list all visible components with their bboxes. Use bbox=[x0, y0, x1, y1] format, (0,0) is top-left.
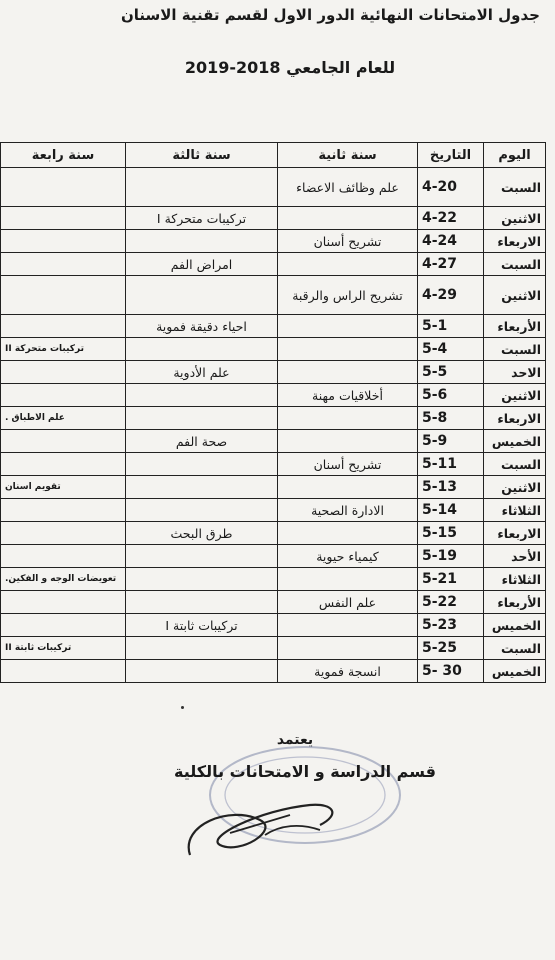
table-row bbox=[1, 568, 546, 591]
year2-cell: تشريح أسنان bbox=[278, 230, 418, 253]
year3-cell: علم الأدوية bbox=[126, 361, 278, 384]
year4-cell bbox=[1, 384, 126, 407]
date-cell: 4-27 bbox=[418, 253, 484, 276]
year2-cell bbox=[278, 430, 418, 453]
day-cell: الاثنين bbox=[484, 207, 546, 230]
year2-cell: كيمياء حيوية bbox=[278, 545, 418, 568]
day-cell: الاثنين bbox=[484, 384, 546, 407]
table-row bbox=[1, 315, 546, 338]
year2-cell bbox=[278, 338, 418, 361]
year3-cell: طرق البحث bbox=[126, 522, 278, 545]
year2-cell bbox=[278, 614, 418, 637]
table-row bbox=[1, 591, 546, 614]
year2-cell bbox=[278, 637, 418, 660]
year2-cell bbox=[278, 407, 418, 430]
year3-cell bbox=[126, 338, 278, 361]
year4-cell bbox=[1, 430, 126, 453]
day-cell: السبت bbox=[484, 168, 546, 207]
year2-cell bbox=[278, 568, 418, 591]
day-cell: الثلاثاء bbox=[484, 499, 546, 522]
header-year3: سنة ثالثة bbox=[126, 143, 278, 168]
table-row bbox=[1, 407, 546, 430]
year3-cell bbox=[126, 276, 278, 315]
table-row bbox=[1, 253, 546, 276]
date-cell: 4-29 bbox=[418, 276, 484, 315]
year3-cell bbox=[126, 476, 278, 499]
date-cell: 5-4 bbox=[418, 338, 484, 361]
year2-cell bbox=[278, 476, 418, 499]
page-title: جدول الامتحانات النهائية الدور الاول لقسم تقنية الاسنان bbox=[120, 6, 540, 24]
year4-cell: تركيبات ثابتة II bbox=[1, 637, 126, 660]
year4-cell bbox=[1, 614, 126, 637]
table-row bbox=[1, 453, 546, 476]
table-row bbox=[1, 168, 546, 207]
day-cell: الاربعاء bbox=[484, 230, 546, 253]
schedule-table bbox=[0, 142, 546, 683]
day-cell: السبت bbox=[484, 338, 546, 361]
year4-cell bbox=[1, 453, 126, 476]
day-cell: الأحد bbox=[484, 545, 546, 568]
year3-cell bbox=[126, 168, 278, 207]
day-cell: الثلاثاء bbox=[484, 568, 546, 591]
date-cell: 5-22 bbox=[418, 591, 484, 614]
year2-cell: أخلاقيات مهنة bbox=[278, 384, 418, 407]
year3-cell bbox=[126, 230, 278, 253]
year2-cell bbox=[278, 361, 418, 384]
year2-cell: علم النفس bbox=[278, 591, 418, 614]
table-row bbox=[1, 476, 546, 499]
day-cell: السبت bbox=[484, 453, 546, 476]
year4-cell bbox=[1, 660, 126, 683]
table-row bbox=[1, 361, 546, 384]
header-year2: سنة ثانية bbox=[278, 143, 418, 168]
year4-cell: تعويضات الوجه و الفكين. bbox=[1, 568, 126, 591]
day-cell: الاثنين bbox=[484, 276, 546, 315]
approval-label: يعتمد bbox=[276, 732, 314, 748]
table-row bbox=[1, 338, 546, 361]
date-cell: 5-23 bbox=[418, 614, 484, 637]
year4-cell bbox=[1, 168, 126, 207]
table-row bbox=[1, 230, 546, 253]
header-row bbox=[1, 143, 546, 168]
year4-cell bbox=[1, 276, 126, 315]
year2-cell: انسجة فموية bbox=[278, 660, 418, 683]
department-name: قسم الدراسة و الامتحانات بالكلية bbox=[174, 762, 436, 781]
year4-cell: تقويم اسنان bbox=[1, 476, 126, 499]
date-cell: 5-13 bbox=[418, 476, 484, 499]
year3-cell bbox=[126, 453, 278, 476]
date-cell: 5-14 bbox=[418, 499, 484, 522]
year3-cell bbox=[126, 499, 278, 522]
year3-cell bbox=[126, 384, 278, 407]
year2-cell bbox=[278, 315, 418, 338]
year4-cell bbox=[1, 253, 126, 276]
date-cell: 4-20 bbox=[418, 168, 484, 207]
academic-year: للعام الجامعي 2018-2019 bbox=[184, 58, 396, 77]
year3-cell bbox=[126, 660, 278, 683]
year4-cell: علم الاطباق . bbox=[1, 407, 126, 430]
table-row bbox=[1, 499, 546, 522]
date-cell: 5-1 bbox=[418, 315, 484, 338]
date-cell: 5-25 bbox=[418, 637, 484, 660]
date-cell: 5-5 bbox=[418, 361, 484, 384]
day-cell: الأربعاء bbox=[484, 315, 546, 338]
year2-cell: علم وظائف الاعضاء bbox=[278, 168, 418, 207]
day-cell: الاثنين bbox=[484, 476, 546, 499]
year2-cell bbox=[278, 522, 418, 545]
header-day: اليوم bbox=[484, 143, 546, 168]
date-cell: 5-6 bbox=[418, 384, 484, 407]
date-cell: 5-11 bbox=[418, 453, 484, 476]
date-cell: 5-15 bbox=[418, 522, 484, 545]
year3-cell: تركيبات متحركة I bbox=[126, 207, 278, 230]
year3-cell: امراض الفم bbox=[126, 253, 278, 276]
signature bbox=[170, 785, 350, 875]
date-cell: 5-9 bbox=[418, 430, 484, 453]
date-cell: 5-8 bbox=[418, 407, 484, 430]
day-cell: السبت bbox=[484, 637, 546, 660]
header-date: التاريخ bbox=[418, 143, 484, 168]
year4-cell bbox=[1, 207, 126, 230]
table-row bbox=[1, 522, 546, 545]
day-cell: الخميس bbox=[484, 430, 546, 453]
year3-cell bbox=[126, 591, 278, 614]
year4-cell bbox=[1, 315, 126, 338]
header-year4: سنة رابعة bbox=[1, 143, 126, 168]
day-cell: الاربعاء bbox=[484, 522, 546, 545]
date-cell: 5-21 bbox=[418, 568, 484, 591]
year2-cell: تشريح الراس والرقبة bbox=[278, 276, 418, 315]
day-cell: الأربعاء bbox=[484, 591, 546, 614]
table-row bbox=[1, 637, 546, 660]
year4-cell bbox=[1, 361, 126, 384]
year3-cell: صحة الفم bbox=[126, 430, 278, 453]
year3-cell bbox=[126, 407, 278, 430]
schedule-body bbox=[1, 168, 546, 683]
table-row bbox=[1, 207, 546, 230]
day-cell: الاربعاء bbox=[484, 407, 546, 430]
year3-cell bbox=[126, 568, 278, 591]
ink-dot bbox=[181, 706, 184, 709]
date-cell: 4-24 bbox=[418, 230, 484, 253]
date-cell: 5-19 bbox=[418, 545, 484, 568]
year4-cell bbox=[1, 522, 126, 545]
date-cell: 5- 30 bbox=[418, 660, 484, 683]
day-cell: الخميس bbox=[484, 660, 546, 683]
year3-cell bbox=[126, 545, 278, 568]
year4-cell bbox=[1, 230, 126, 253]
day-cell: الخميس bbox=[484, 614, 546, 637]
year3-cell: تركيبات ثابتة I bbox=[126, 614, 278, 637]
table-row bbox=[1, 430, 546, 453]
year4-cell bbox=[1, 591, 126, 614]
year2-cell: تشريح أسنان bbox=[278, 453, 418, 476]
table-row bbox=[1, 614, 546, 637]
year2-cell bbox=[278, 253, 418, 276]
day-cell: الاحد bbox=[484, 361, 546, 384]
year3-cell bbox=[126, 637, 278, 660]
year4-cell: تركيبات متحركة II bbox=[1, 338, 126, 361]
year4-cell bbox=[1, 545, 126, 568]
date-cell: 4-22 bbox=[418, 207, 484, 230]
table-row bbox=[1, 384, 546, 407]
year2-cell: الادارة الصحية bbox=[278, 499, 418, 522]
year3-cell: احياء دقيقة فموية bbox=[126, 315, 278, 338]
day-cell: السبت bbox=[484, 253, 546, 276]
table-row bbox=[1, 545, 546, 568]
year2-cell bbox=[278, 207, 418, 230]
table-row bbox=[1, 660, 546, 683]
table-row bbox=[1, 276, 546, 315]
year4-cell bbox=[1, 499, 126, 522]
